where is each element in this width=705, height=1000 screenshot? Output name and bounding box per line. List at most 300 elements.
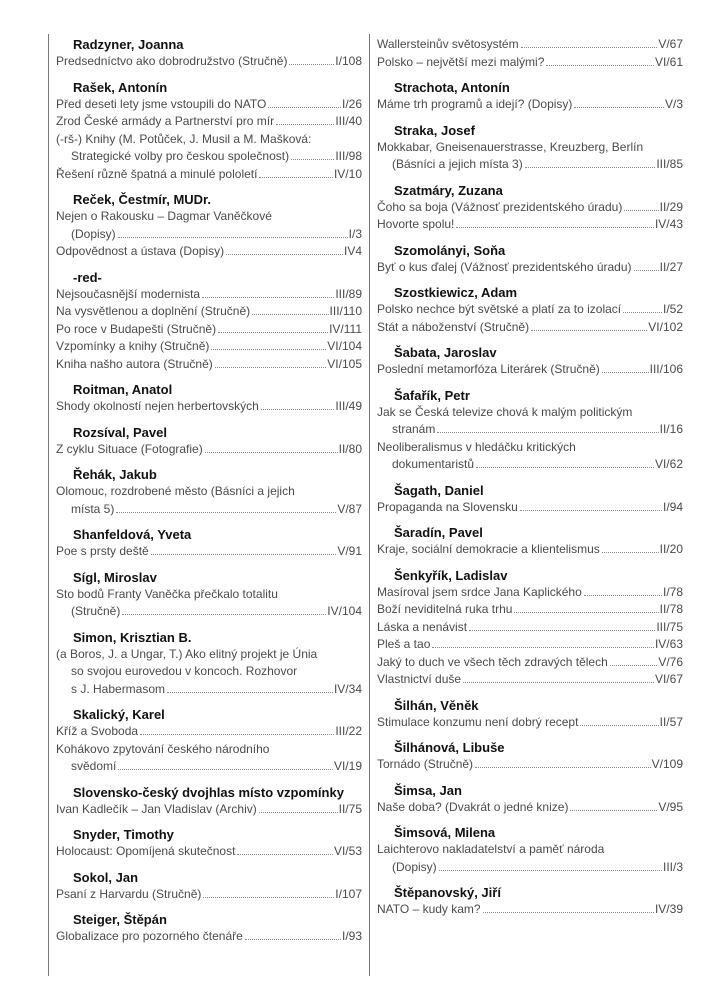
entry-title-line: Stát a náboženství (Stručně): [377, 319, 530, 334]
entry-last-line: [56, 501, 362, 519]
entry-last-line: [56, 843, 362, 861]
entry-last-line: [56, 166, 362, 184]
page-reference: VI/105: [327, 356, 362, 371]
entry-title-line: (a Boros, J. a Ungar, T.) Ako elitný projekt je Únia: [56, 646, 318, 661]
dot-leader: [624, 210, 658, 211]
entry-title-line: Pleš a tao: [377, 637, 431, 651]
index-entry: [56, 723, 362, 741]
page-reference: III/75: [656, 619, 683, 634]
dot-leader: [259, 812, 338, 813]
entry-title-line: (Básníci a jejich místa 3): [392, 157, 523, 171]
entry-title-line: Tornádo (Stručně): [377, 757, 474, 771]
page-reference: III/22: [335, 724, 362, 738]
index-entry: [56, 646, 362, 699]
author-group: [56, 826, 362, 861]
dot-leader: [520, 510, 662, 511]
entry-title-line: Mokkabar, Gneisenauerstrasse, Kreuzberg, Berlín: [377, 139, 644, 154]
dot-leader: [261, 409, 335, 410]
author-name: Szomolányi, Soňa: [394, 242, 506, 258]
page-reference: VI/67: [654, 672, 683, 686]
dot-leader: [610, 665, 658, 666]
author-group: [377, 182, 683, 234]
entry-last-line: [56, 226, 362, 244]
dot-leader: [574, 107, 664, 108]
index-entry: [377, 439, 683, 474]
entry-title-line: Kraje, sociální demokracie a klientelismus: [377, 542, 600, 556]
index-entry: [56, 928, 362, 946]
author-name: Šimsová, Milena: [394, 825, 496, 840]
index-entry: [56, 96, 362, 114]
page-reference: III/98: [335, 149, 362, 163]
entry-title-line: Byť o kus ďalej (Vážnosť prezidentského úradu): [377, 259, 632, 274]
author-group: [377, 482, 683, 517]
entry-last-line: [56, 321, 362, 339]
entry-last-line: [56, 303, 362, 321]
page-reference: IV4: [343, 244, 362, 258]
page-reference: IV/39: [654, 902, 683, 916]
dot-leader: [623, 312, 662, 313]
index-entry: [56, 243, 362, 261]
entry-title-line: Vlastnictví duše: [377, 672, 462, 686]
index-entry: [56, 356, 362, 374]
page-reference: IV/111: [329, 321, 362, 336]
index-entry: [56, 53, 362, 71]
index-entry: [377, 584, 683, 602]
page-reference: I/94: [662, 499, 683, 514]
index-entry: [377, 259, 683, 277]
author-name: Štěpanovský, Jiří: [394, 885, 501, 900]
page-reference: II/78: [659, 602, 683, 616]
entry-last-line: [377, 361, 683, 379]
entry-title-line: Olomouc, rozdrobené město (Básníci a jejich: [56, 484, 295, 498]
author-name: Strachota, Antonín: [394, 80, 510, 95]
entry-title-line: Kniha našho autora (Stručně): [56, 356, 213, 371]
entry-title-line: Globalizace pro pozorného čtenáře: [56, 929, 243, 943]
author-group: [377, 739, 683, 774]
dot-leader: [205, 452, 338, 453]
entry-last-line: [377, 156, 683, 174]
index-entry: [377, 671, 683, 689]
index-entry: [56, 398, 362, 416]
index-entry: [56, 113, 362, 131]
author-group: [56, 381, 362, 416]
entry-title-line: Wallersteinův světosystém: [377, 37, 519, 51]
index-entry: [377, 841, 683, 876]
dot-leader: [276, 124, 334, 125]
entry-last-line: [377, 671, 683, 689]
page-reference: V/87: [337, 501, 362, 516]
entry-last-line: [377, 756, 683, 774]
entry-title-line: Laichterovo nakladatelství a paměť národa: [377, 842, 605, 856]
author-name: Rašek, Antonín: [73, 79, 168, 95]
index-entry: [56, 441, 362, 459]
entry-last-line: [56, 148, 362, 166]
entry-last-line: [377, 421, 683, 439]
index-entry: [377, 96, 683, 114]
dot-leader: [463, 682, 654, 683]
entry-last-line: [377, 619, 683, 637]
author-name: Rozsíval, Pavel: [73, 424, 167, 440]
page-reference: III/110: [329, 304, 362, 318]
author-name: Šilhán, Věněk: [394, 697, 479, 713]
page-reference: I/108: [335, 54, 362, 68]
index-entry: [377, 601, 683, 619]
dot-leader: [151, 554, 337, 555]
author-group: [56, 466, 362, 518]
entry-last-line: [56, 356, 362, 374]
entry-last-line: [56, 441, 362, 459]
entry-title-line: stranám: [392, 422, 436, 436]
dot-leader: [215, 367, 327, 368]
dot-leader: [116, 512, 336, 513]
dot-leader: [602, 552, 659, 553]
author-name: Radzyner, Joanna: [73, 37, 184, 52]
entry-title-line: Poe s prsty deště: [56, 544, 149, 558]
entry-last-line: [56, 243, 362, 261]
index-column-left: [48, 34, 362, 976]
entry-last-line: [56, 886, 362, 904]
entry-title-line: Psaní z Harvardu (Stručně): [56, 886, 202, 901]
page-reference: I/52: [662, 302, 683, 316]
entry-title-line: Láska a nenávist: [377, 619, 468, 634]
entry-title-line: Nejen o Rakousku – Dagmar Vaněčkové: [56, 209, 272, 223]
entry-title-line: místa 5): [71, 501, 115, 516]
index-entry: [56, 321, 362, 339]
dot-leader: [268, 107, 341, 108]
index-entry: [377, 301, 683, 319]
entry-last-line: [56, 801, 362, 819]
entry-title-line: Strategické volby pro českou společnost): [71, 149, 290, 163]
author-name: Roitman, Anatol: [73, 382, 173, 397]
entry-title-line: Odpovědnost a ústava (Dopisy): [56, 244, 225, 258]
page-reference: III/89: [335, 286, 362, 301]
entry-last-line: [56, 723, 362, 741]
page-reference: V/76: [658, 654, 683, 669]
author-name: Slovensko-český dvojhlas místo vzpomínky: [73, 784, 344, 800]
page-reference: IV/43: [654, 217, 683, 231]
author-group: [56, 869, 362, 904]
entry-title-line: (Dopisy): [71, 226, 116, 241]
dot-leader: [167, 692, 333, 693]
entry-title-line: Máme trh programů a idejí? (Dopisy): [377, 97, 573, 111]
entry-title-line: dokumentaristů: [392, 457, 475, 471]
dot-leader: [483, 912, 654, 913]
author-name: Szostkiewicz, Adam: [394, 285, 518, 300]
entry-last-line: [377, 714, 683, 732]
dot-leader: [259, 177, 333, 178]
index-entry: [56, 166, 362, 184]
dot-leader: [521, 47, 658, 48]
index-entry: [56, 483, 362, 518]
index-entry: [377, 36, 683, 54]
index-entry: [377, 216, 683, 234]
entry-title-line: Čoho sa boja (Vážnosť prezidentského úradu): [377, 199, 623, 214]
entry-title-line: svědomí: [71, 759, 117, 773]
index-column-right: [369, 34, 683, 976]
page-reference: V/3: [664, 97, 683, 111]
author-group: [56, 191, 362, 261]
entry-last-line: [377, 301, 683, 319]
dot-leader: [634, 270, 659, 271]
page-reference: VI/102: [648, 319, 683, 334]
entry-last-line: [377, 859, 683, 877]
author-group: [377, 824, 683, 876]
dot-leader: [514, 612, 658, 613]
entry-title-line: NATO – kudy kam?: [377, 902, 481, 916]
author-group: [377, 284, 683, 336]
author-group: [56, 79, 362, 184]
index-entry: [56, 131, 362, 166]
entry-last-line: [377, 36, 683, 54]
entry-title-line: Stimulace konzumu není dobrý recept: [377, 714, 579, 729]
entry-title-line: Holocaust: Opomíjená skutečnost: [56, 844, 236, 858]
page-reference: VI/62: [654, 457, 683, 471]
entry-last-line: [377, 96, 683, 114]
index-entry: [56, 801, 362, 819]
page-reference: VI/19: [333, 759, 362, 773]
entry-title-line: Řešení různě špatná a minulé pololetí: [56, 166, 258, 181]
entry-last-line: [377, 199, 683, 217]
dot-leader: [252, 314, 328, 315]
entry-title-line: Hovorte spolu!: [377, 217, 455, 231]
entry-last-line: [377, 319, 683, 337]
author-group: [377, 122, 683, 174]
author-group: [56, 526, 362, 561]
page-reference: I/78: [662, 584, 683, 599]
entry-title-line: Kohákovo zpytování českého národního: [56, 741, 270, 756]
entry-last-line: [377, 541, 683, 559]
entry-title-line: Ivan Kadlečík – Jan Vladislav (Archiv): [56, 801, 257, 816]
author-group: [56, 569, 362, 621]
entry-title-line: Kříž a Svoboda: [56, 724, 139, 738]
index-entry: [377, 499, 683, 517]
entry-last-line: [56, 338, 362, 356]
page-reference: III/85: [656, 157, 683, 171]
index-entry: [377, 636, 683, 654]
author-name: -red-: [73, 269, 102, 285]
dot-leader: [531, 330, 647, 331]
dot-leader: [237, 854, 333, 855]
index-entry: [377, 199, 683, 217]
entry-title-line: s J. Habermasom: [71, 681, 166, 696]
page-reference: IV/104: [327, 604, 362, 618]
page-reference: II/80: [338, 441, 362, 456]
entry-last-line: [377, 901, 683, 919]
page-reference: II/29: [659, 199, 683, 214]
author-group: [377, 782, 683, 817]
author-name: Šabata, Jaroslav: [394, 345, 497, 360]
entry-title-line: Polsko nechce být světské a platí za to izolací: [377, 302, 622, 316]
dot-leader: [122, 614, 326, 615]
author-group: [56, 629, 362, 699]
dot-leader: [475, 767, 651, 768]
entry-title-line: Sto bodů Franty Vaněčka přečkalo totalitu: [56, 586, 278, 601]
dot-leader: [291, 159, 334, 160]
index-entry: [56, 886, 362, 904]
page-reference: II/27: [659, 259, 683, 274]
dot-leader: [432, 647, 654, 648]
entry-title-line: Vzpomínky a knihy (Stručně): [56, 339, 210, 353]
page-reference: II/16: [659, 422, 683, 436]
page-reference: V/95: [658, 799, 683, 814]
author-name: Skalický, Karel: [73, 707, 165, 722]
dot-leader: [570, 810, 657, 811]
entry-title-line: so svojou eurovedou v koncoch. Rozhovor: [71, 664, 298, 678]
entry-last-line: [377, 54, 683, 72]
dot-leader: [245, 939, 341, 940]
dot-leader: [546, 65, 654, 66]
entry-title-line: Před deseti lety jsme vstoupili do NATO: [56, 96, 267, 111]
author-name: Šagath, Daniel: [394, 482, 484, 498]
entry-last-line: [56, 113, 362, 131]
entry-last-line: [56, 681, 362, 699]
dot-leader: [118, 237, 348, 238]
dot-leader: [456, 227, 654, 228]
index-entry: [56, 208, 362, 243]
entry-title-line: Predsedníctvo ako dobrodružstvo (Stručně): [56, 54, 288, 68]
entry-last-line: [377, 601, 683, 619]
page-reference: I/26: [341, 96, 362, 111]
entry-last-line: [56, 928, 362, 946]
index-entry: [377, 619, 683, 637]
entry-last-line: [377, 216, 683, 234]
index-entry: [56, 741, 362, 776]
page-reference: V/109: [651, 757, 683, 771]
author-name: Straka, Josef: [394, 122, 475, 138]
index-entry: [56, 543, 362, 561]
author-name: Shanfeldová, Yveta: [73, 527, 192, 542]
index-entry: [377, 404, 683, 439]
index-entry: [377, 799, 683, 817]
entry-last-line: [377, 799, 683, 817]
entry-last-line: [377, 584, 683, 602]
dot-leader: [469, 630, 655, 631]
index-entry: [56, 338, 362, 356]
author-name: Snyder, Timothy: [73, 827, 174, 842]
author-group: [377, 36, 683, 71]
index-entry: [377, 361, 683, 379]
entry-title-line: Naše doba? (Dvakrát o jedné knize): [377, 799, 569, 814]
dot-leader: [218, 332, 328, 333]
index-entry: [377, 319, 683, 337]
entry-last-line: [377, 499, 683, 517]
dot-leader: [439, 870, 662, 871]
entry-last-line: [56, 53, 362, 71]
page-reference: VI/61: [654, 54, 683, 69]
dot-leader: [602, 372, 649, 373]
page-reference: III/49: [335, 399, 362, 413]
author-group: [56, 706, 362, 776]
page-reference: III/40: [335, 114, 362, 128]
index-entry: [56, 286, 362, 304]
index-entry: [377, 654, 683, 672]
author-name: Reček, Čestmír, MUDr.: [73, 192, 212, 207]
entry-last-line: [56, 96, 362, 114]
page-reference: II/75: [338, 801, 362, 816]
author-name: Sígl, Miroslav: [73, 569, 157, 585]
page-reference: I/3: [348, 226, 362, 241]
author-group: [377, 387, 683, 474]
page-reference: III/106: [649, 362, 683, 376]
index-entry: [377, 714, 683, 732]
author-name: Sokol, Jan: [73, 869, 139, 885]
entry-title-line: Neoliberalismus v hledáčku kritických: [377, 439, 576, 454]
author-group: [377, 567, 683, 689]
entry-title-line: Jaký to duch ve všech těch zdravých tělech: [377, 654, 608, 669]
entry-last-line: [377, 259, 683, 277]
entry-last-line: [377, 636, 683, 654]
entry-last-line: [377, 456, 683, 474]
entry-title-line: Z cyklu Situace (Fotografie): [56, 441, 203, 456]
entry-title-line: Nejsoučasnější modernista: [56, 286, 201, 301]
entry-title-line: Po roce v Budapešti (Stručně): [56, 321, 217, 336]
dot-leader: [580, 725, 658, 726]
entry-last-line: [56, 286, 362, 304]
entry-last-line: [377, 654, 683, 672]
index-entry: [377, 901, 683, 919]
index-entry: [377, 541, 683, 559]
author-name: Steiger, Štěpán: [73, 912, 167, 927]
page-reference: I/93: [341, 929, 362, 943]
page-reference: I/107: [335, 886, 362, 901]
entry-title-line: (-rš-) Knihy (M. Potůček, J. Musil a M. Mašková:: [56, 131, 312, 146]
page-reference: IV/63: [654, 637, 683, 651]
author-group: [377, 242, 683, 277]
entry-title-line: Propaganda na Slovensku: [377, 499, 518, 514]
page-reference: II/20: [659, 542, 683, 556]
index-entry: [56, 303, 362, 321]
author-group: [377, 344, 683, 379]
page-reference: V/67: [658, 37, 683, 51]
index-entry: [377, 54, 683, 72]
author-group: [377, 79, 683, 114]
author-group: [56, 424, 362, 459]
page-reference: IV/10: [333, 166, 362, 181]
author-group: [56, 36, 362, 71]
dot-leader: [289, 64, 334, 65]
entry-title-line: Masíroval jsem srdce Jana Kaplického: [377, 584, 582, 599]
entry-last-line: [56, 398, 362, 416]
entry-title-line: (Stručně): [71, 604, 121, 618]
author-group: [56, 911, 362, 946]
dot-leader: [203, 897, 334, 898]
dot-leader: [476, 467, 654, 468]
entry-title-line: Na vysvětlenou a doplnění (Stručně): [56, 304, 251, 318]
entry-title-line: Zrod České armády a Partnerství pro mír: [56, 114, 275, 128]
dot-leader: [202, 297, 334, 298]
author-group: [377, 884, 683, 919]
author-name: Simon, Krisztian B.: [73, 629, 192, 645]
dot-leader: [140, 734, 334, 735]
page-reference: VI/53: [333, 844, 362, 858]
page-reference: II/57: [659, 714, 683, 729]
author-name: Šilhánová, Libuše: [394, 740, 505, 755]
dot-leader: [211, 349, 326, 350]
dot-leader: [584, 595, 662, 596]
author-name: Szatmáry, Zuzana: [394, 182, 503, 198]
author-group: [56, 269, 362, 374]
author-group: [377, 697, 683, 732]
page-reference: V/91: [337, 544, 362, 558]
index-entry: [377, 139, 683, 174]
page-reference: VI/104: [327, 339, 362, 353]
author-name: Šenkyřík, Ladislav: [394, 567, 508, 583]
entry-title-line: (Dopisy): [392, 859, 437, 874]
dot-leader: [437, 432, 658, 433]
author-name: Šaradín, Pavel: [394, 525, 483, 540]
index-entry: [56, 586, 362, 621]
dot-leader: [525, 167, 656, 168]
